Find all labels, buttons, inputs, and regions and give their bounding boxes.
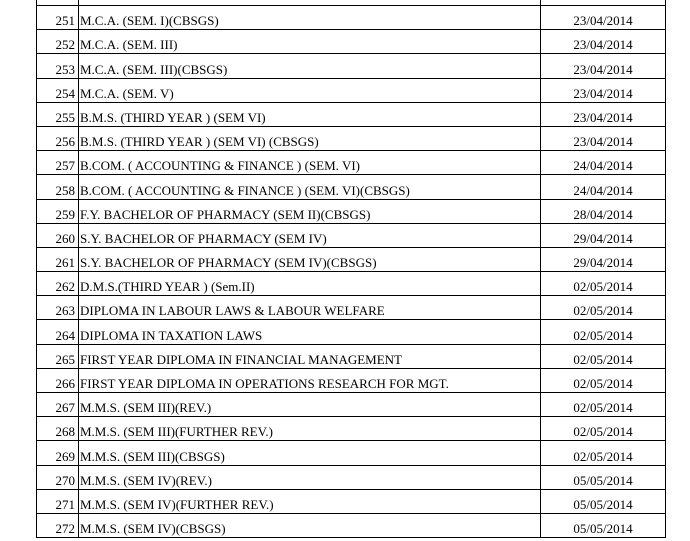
table-row: [37, 78, 666, 102]
result-date-cell: 05/05/2014: [541, 513, 666, 537]
course-name-cell: M.M.S. (SEM IV)(CBSGS): [79, 513, 541, 537]
serial-number-cell: 256: [37, 126, 79, 150]
table-row: [37, 320, 666, 344]
serial-number-cell: 272: [37, 513, 79, 537]
result-date-cell: 23/04/2014: [541, 78, 666, 102]
result-date-cell: 23/04/2014: [541, 30, 666, 54]
table-row: [37, 465, 666, 489]
course-name-cell: B.COM. ( ACCOUNTING & FINANCE ) (SEM. VI)(CBSGS): [79, 175, 541, 199]
serial-number-cell: 259: [37, 199, 79, 223]
serial-number-cell: 268: [37, 417, 79, 441]
course-name-cell: M.M.S. (SEM III)(CBSGS): [79, 441, 541, 465]
course-name-cell: F.Y. BACHELOR OF PHARMACY (SEM II)(CBSGS): [79, 199, 541, 223]
result-date-cell: 23/04/2014: [541, 54, 666, 78]
result-date-cell: 02/05/2014: [541, 393, 666, 417]
result-date-cell: 02/05/2014: [541, 344, 666, 368]
serial-number-cell: 255: [37, 102, 79, 126]
result-date-cell: 24/04/2014: [541, 151, 666, 175]
result-date-cell: 02/05/2014: [541, 368, 666, 392]
table-row: [37, 102, 666, 126]
result-date-cell: 02/05/2014: [541, 441, 666, 465]
serial-number-cell: 269: [37, 441, 79, 465]
table-row: [37, 6, 666, 30]
serial-number-cell: 257: [37, 151, 79, 175]
result-date-cell: 23/04/2014: [541, 6, 666, 30]
serial-number-cell: 251: [37, 6, 79, 30]
serial-number-cell: 270: [37, 465, 79, 489]
table-row: [37, 151, 666, 175]
table-row: [37, 393, 666, 417]
course-name-cell: M.M.S. (SEM III)(REV.): [79, 393, 541, 417]
course-name-cell: S.Y. BACHELOR OF PHARMACY (SEM IV)(CBSGS): [79, 247, 541, 271]
course-name-cell: S.Y. BACHELOR OF PHARMACY (SEM IV): [79, 223, 541, 247]
result-date-cell: 02/05/2014: [541, 320, 666, 344]
result-date-cell: 02/05/2014: [541, 272, 666, 296]
serial-number-cell: 253: [37, 54, 79, 78]
table-row: [37, 296, 666, 320]
course-name-cell: D.M.S.(THIRD YEAR ) (Sem.II): [79, 272, 541, 296]
table-row: [37, 223, 666, 247]
serial-number-cell: 267: [37, 393, 79, 417]
course-name-cell: B.M.S. (THIRD YEAR ) (SEM VI) (CBSGS): [79, 126, 541, 150]
course-name-cell: FIRST YEAR DIPLOMA IN OPERATIONS RESEARCH FOR MGT.: [79, 368, 541, 392]
serial-number-cell: 252: [37, 30, 79, 54]
result-date-cell: 05/05/2014: [541, 489, 666, 513]
result-date-cell: 24/04/2014: [541, 175, 666, 199]
serial-number-cell: 260: [37, 223, 79, 247]
course-name-cell: B.COM. ( ACCOUNTING & FINANCE ) (SEM. VI): [79, 151, 541, 175]
course-name-cell: M.M.S. (SEM IV)(REV.): [79, 465, 541, 489]
course-name-cell: M.C.A. (SEM. III): [79, 30, 541, 54]
course-name-cell: M.C.A. (SEM. V): [79, 78, 541, 102]
result-date-cell: 02/05/2014: [541, 296, 666, 320]
serial-number-cell: 262: [37, 272, 79, 296]
table-row: [37, 175, 666, 199]
exam-schedule-table: [36, 0, 666, 538]
serial-number-cell: 254: [37, 78, 79, 102]
table-row: [37, 126, 666, 150]
table-row: [37, 368, 666, 392]
course-name-cell: M.M.S. (SEM IV)(FURTHER REV.): [79, 489, 541, 513]
table-row: [37, 513, 666, 537]
result-date-cell: 05/05/2014: [541, 465, 666, 489]
table-row: [37, 344, 666, 368]
result-date-cell: 29/04/2014: [541, 223, 666, 247]
result-date-cell: 23/04/2014: [541, 102, 666, 126]
serial-number-cell: 271: [37, 489, 79, 513]
course-name-cell: M.C.A. (SEM. I)(CBSGS): [79, 6, 541, 30]
table-row: [37, 247, 666, 271]
table-row: [37, 441, 666, 465]
result-date-cell: 23/04/2014: [541, 126, 666, 150]
exam-schedule-rows: [37, 0, 666, 538]
serial-number-cell: 266: [37, 368, 79, 392]
table-row: [37, 417, 666, 441]
serial-number-cell: 261: [37, 247, 79, 271]
serial-number-cell: 264: [37, 320, 79, 344]
serial-number-cell: 263: [37, 296, 79, 320]
course-name-cell: DIPLOMA IN TAXATION LAWS: [79, 320, 541, 344]
course-name-cell: M.M.S. (SEM III)(FURTHER REV.): [79, 417, 541, 441]
course-name-cell: B.M.S. (THIRD YEAR ) (SEM VI): [79, 102, 541, 126]
course-name-cell: M.C.A. (SEM. III)(CBSGS): [79, 54, 541, 78]
course-name-cell: DIPLOMA IN LABOUR LAWS & LABOUR WELFARE: [79, 296, 541, 320]
serial-number-cell: 258: [37, 175, 79, 199]
table-row: [37, 272, 666, 296]
result-date-cell: 28/04/2014: [541, 199, 666, 223]
serial-number-cell: 265: [37, 344, 79, 368]
table-row: [37, 30, 666, 54]
table-row: [37, 199, 666, 223]
table-row: [37, 489, 666, 513]
result-date-cell: 29/04/2014: [541, 247, 666, 271]
table-row: [37, 54, 666, 78]
course-name-cell: FIRST YEAR DIPLOMA IN FINANCIAL MANAGEMENT: [79, 344, 541, 368]
result-date-cell: 02/05/2014: [541, 417, 666, 441]
